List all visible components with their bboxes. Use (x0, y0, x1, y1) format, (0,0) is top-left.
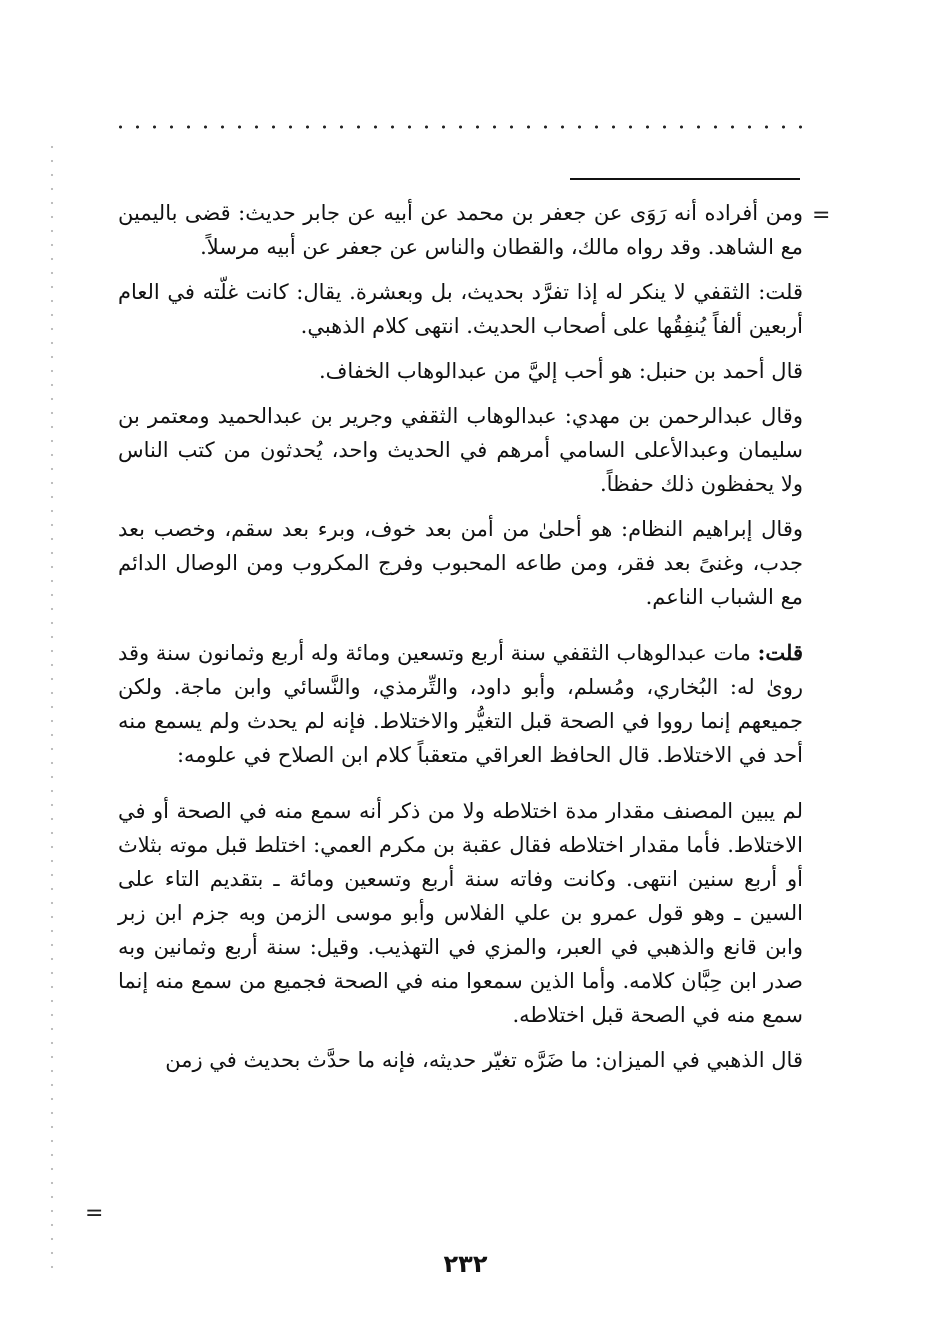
footnote-rule (570, 178, 800, 180)
paragraph-4 (118, 399, 803, 501)
continuation-marker-bottom: = (85, 1201, 104, 1226)
paragraph-3 (118, 354, 803, 388)
paragraph-text: لم يبين المصنف مقدار مدة اختلاطه ولا من ذكر أنه سمع منه في الصحة أو في الاختلاط. فأما مقدار اختلاطه فقال عقبة بن مكرم العمي: اختلط قبل موته بثلاث أو أربع سنين انتهى. وكانت وفاته سنة أربع وتسعين ومائة ـ بتقديم التاء على السين ـ وهو قول عمرو بن علي الفلاس وأبو موسى الزمن وبه جزم ابن زبر وابن قانع والذهبي في العبر، والمزي في التهذيب. وقيل: سنة أربع وثمانين وبه صدر ابن حِبَّان كلامه. وأما الذين سمعوا منه في الصحة فجميع من سمع منه إنما سمع منه في الصحة قبل اختلاطه. (118, 799, 803, 1027)
paragraph-text: قال الذهبي في الميزان: ما ضَرَّه تغيّر حديثه، فإنه ما حدَّث بحديث في زمن (165, 1048, 803, 1072)
paragraph-8 (118, 1043, 803, 1077)
paragraph-lead: قلت: (757, 640, 803, 665)
paragraph-text: وقال عبدالرحمن بن مهدي: عبدالوهاب الثقفي وجرير بن عبدالحميد ومعتمر بن سليمان وعبدالأعلى السامي أمرهم في الحديث واحد، يُحدثون من كتب الناس ولا يحفظون ذلك حفظاً. (118, 404, 803, 496)
page-number: ٢٣٢ (443, 1250, 488, 1278)
paragraph-text: قلت: الثقفي لا ينكر له إذا تفرَّد بحديث، بل وبعشرة. يقال: كانت غلّته في العام أربعين ألفاً يُنفِقُها على أصحاب الحديث. انتهى كلام الذهبي. (118, 280, 803, 338)
paragraph-text: وقال إبراهيم النظام: هو أحلىٰ من أمن بعد خوف، وبرء بعد سقم، وخصب بعد جدب، وغنىً بعد فقر، ومن طاعه المحبوب وفرج المكروب ومن الوصال الدائم مع الشباب الناعم. (118, 517, 803, 609)
top-dotted-separator (112, 122, 802, 132)
paragraph-2 (118, 275, 803, 343)
paragraph-text: مات عبدالوهاب الثقفي سنة أربع وتسعين ومائة وله أربع وثمانون سنة وقد روىٰ له: البُخاري، ومُسلم، وأبو داود، والتِّرمذي، والنَّسائي وابن ماجة. ولكن جميعهم إنما رووا في الصحة قبل التغيُّر والاختلاط. فإنه لم يحدث ولم يسمع منه أحد في الاختلاط. قال الحافظ العراقي متعقباً كلام ابن الصلاح في علومه: (118, 641, 803, 767)
binding-dotted-margin (50, 140, 54, 1280)
paragraph-7 (118, 794, 803, 1032)
paragraph-text: قال أحمد بن حنبل: هو أحب إليَّ من عبدالوهاب الخفاف. (318, 359, 803, 383)
continuation-marker-top: = (812, 203, 831, 228)
paragraph-6 (118, 636, 803, 772)
footnote-text (118, 196, 803, 1088)
paragraph-1 (118, 196, 803, 264)
paragraph-5 (118, 512, 803, 614)
paragraph-text: ومن أفراده أنه رَوَى عن جعفر بن محمد عن أبيه عن جابر حديث: قضى باليمين مع الشاهد. وقد رواه مالك، والقطان والناس عن جعفر عن أبيه مرسلاً. (118, 201, 803, 259)
